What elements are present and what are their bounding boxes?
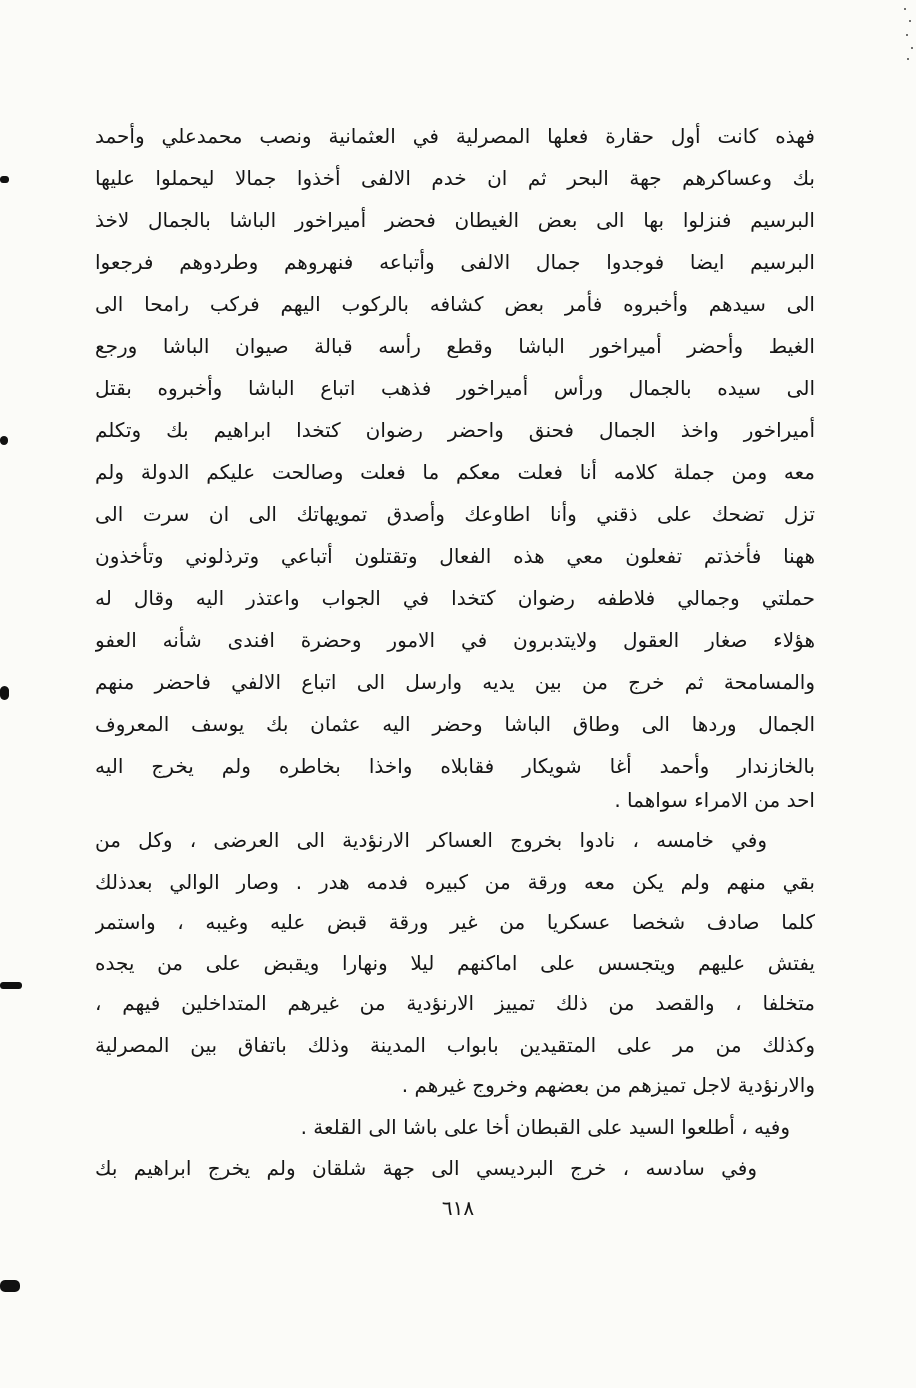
text-line: وفي سادسه ، خرج البرديسي الى جهة شلقان ولم يخرج ابراهيم بك	[95, 1156, 757, 1180]
text-line: بقي منهم ولم يكن معه ورقة من كبيره فدمه هدر . وصار الوالي بعدذلك	[95, 870, 815, 894]
margin-speck	[904, 8, 906, 10]
text-line: حملتي وجمالي فلاطفه رضوان كتخدا في الجواب واعتذر اليه وقال له	[95, 586, 815, 610]
page-number: ٦١٨	[441, 1196, 475, 1220]
text-line: البرسيم ايضا فوجدوا جمال الالفى وأتباعه فنهروهم وطردوهم فرجعوا	[95, 250, 815, 274]
text-line: وكذلك من مر على المتقيدين بابواب المدينة وذلك باتفاق بين المصرلية	[95, 1033, 815, 1057]
text-line: أميراخور واخذ الجمال فحنق واحضر رضوان كتخدا ابراهيم بك وتكلم	[95, 418, 815, 442]
text-line: فهذه كانت أول حقارة فعلها المصرلية في العثمانية ونصب محمدعلي وأحمد	[95, 124, 815, 148]
text-line: الغيط وأحضر أميراخور الباشا وقطع رأسه قبالة صيوان الباشا ورجع	[95, 334, 815, 358]
margin-mark	[0, 982, 22, 989]
text-line: بك وعساكرهم جهة البحر ثم ان خدم الالفى أخذوا جمالا ليحملوا عليها	[95, 166, 815, 190]
text-line: الجمال وردها الى وطاق الباشا وحضر اليه عثمان بك يوسف المعروف	[95, 712, 815, 736]
text-line: كلما صادف شخصا عسكريا من غير ورقة قبض عليه وغيبه ، واستمر	[95, 910, 815, 934]
text-line: احد من الامراء سواهما .	[614, 788, 815, 812]
text-line: يفتش عليهم ويتجسس على اماكنهم ليلا ونهارا ويقبض على من يجده	[95, 951, 815, 975]
text-line: والمسامحة ثم خرج من بين يديه وارسل الى اتباع الالفي فاحضر منهم	[95, 670, 815, 694]
margin-speck	[911, 47, 913, 49]
margin-speck	[907, 58, 909, 60]
text-line: تزل تضحك على ذقني وأنا اطاوعك وأصدق تمويهاتك الى ان سرت الى	[95, 502, 815, 526]
text-line: الى سيدهم وأخبروه فأمر بعض كشافه بالركوب اليهم فركب رامحا الى	[95, 292, 815, 316]
text-line: معه ومن جملة كلامه أنا فعلت معكم ما فعلت وصالحت عليكم الدولة ولم	[95, 460, 815, 484]
margin-mark	[0, 686, 9, 700]
margin-speck	[906, 34, 908, 36]
text-line: والارنؤدية لاجل تميزهم من بعضهم وخروج غيرهم .	[401, 1073, 815, 1097]
margin-mark	[0, 176, 9, 183]
margin-speck	[909, 20, 911, 22]
margin-mark	[0, 436, 8, 445]
margin-mark	[0, 1280, 20, 1292]
text-line: وفيه ، أطلعوا السيد على القبطان أخا على باشا الى القلعة .	[300, 1115, 790, 1139]
text-line: وفي خامسه ، نادوا بخروج العساكر الارنؤدية الى العرضى ، وكل من	[95, 828, 767, 852]
text-line: متخلفا ، والقصد من ذلك تمييز الارنؤدية من غيرهم المتداخلين فيهم ،	[95, 991, 815, 1015]
text-line: بالخازندار وأحمد أغا شويكار فقابلاه واخذا بخاطره ولم يخرج اليه	[95, 754, 815, 778]
text-line: البرسيم فنزلوا بها الى بعض الغيطان فحضر أميراخور الباشا بالجمال لاخذ	[95, 208, 815, 232]
text-line: هؤلاء صغار العقول ولايتدبرون في الامور وحضرة افندى شأنه العفو	[95, 628, 815, 652]
text-line: ههنا فأخذتم تفعلون معي هذه الفعال وتقتلون أتباعي وترذلوني وتأخذون	[95, 544, 815, 568]
text-line: الى سيده بالجمال ورأس أميراخور فذهب اتباع الباشا وأخبروه بقتل	[95, 376, 815, 400]
